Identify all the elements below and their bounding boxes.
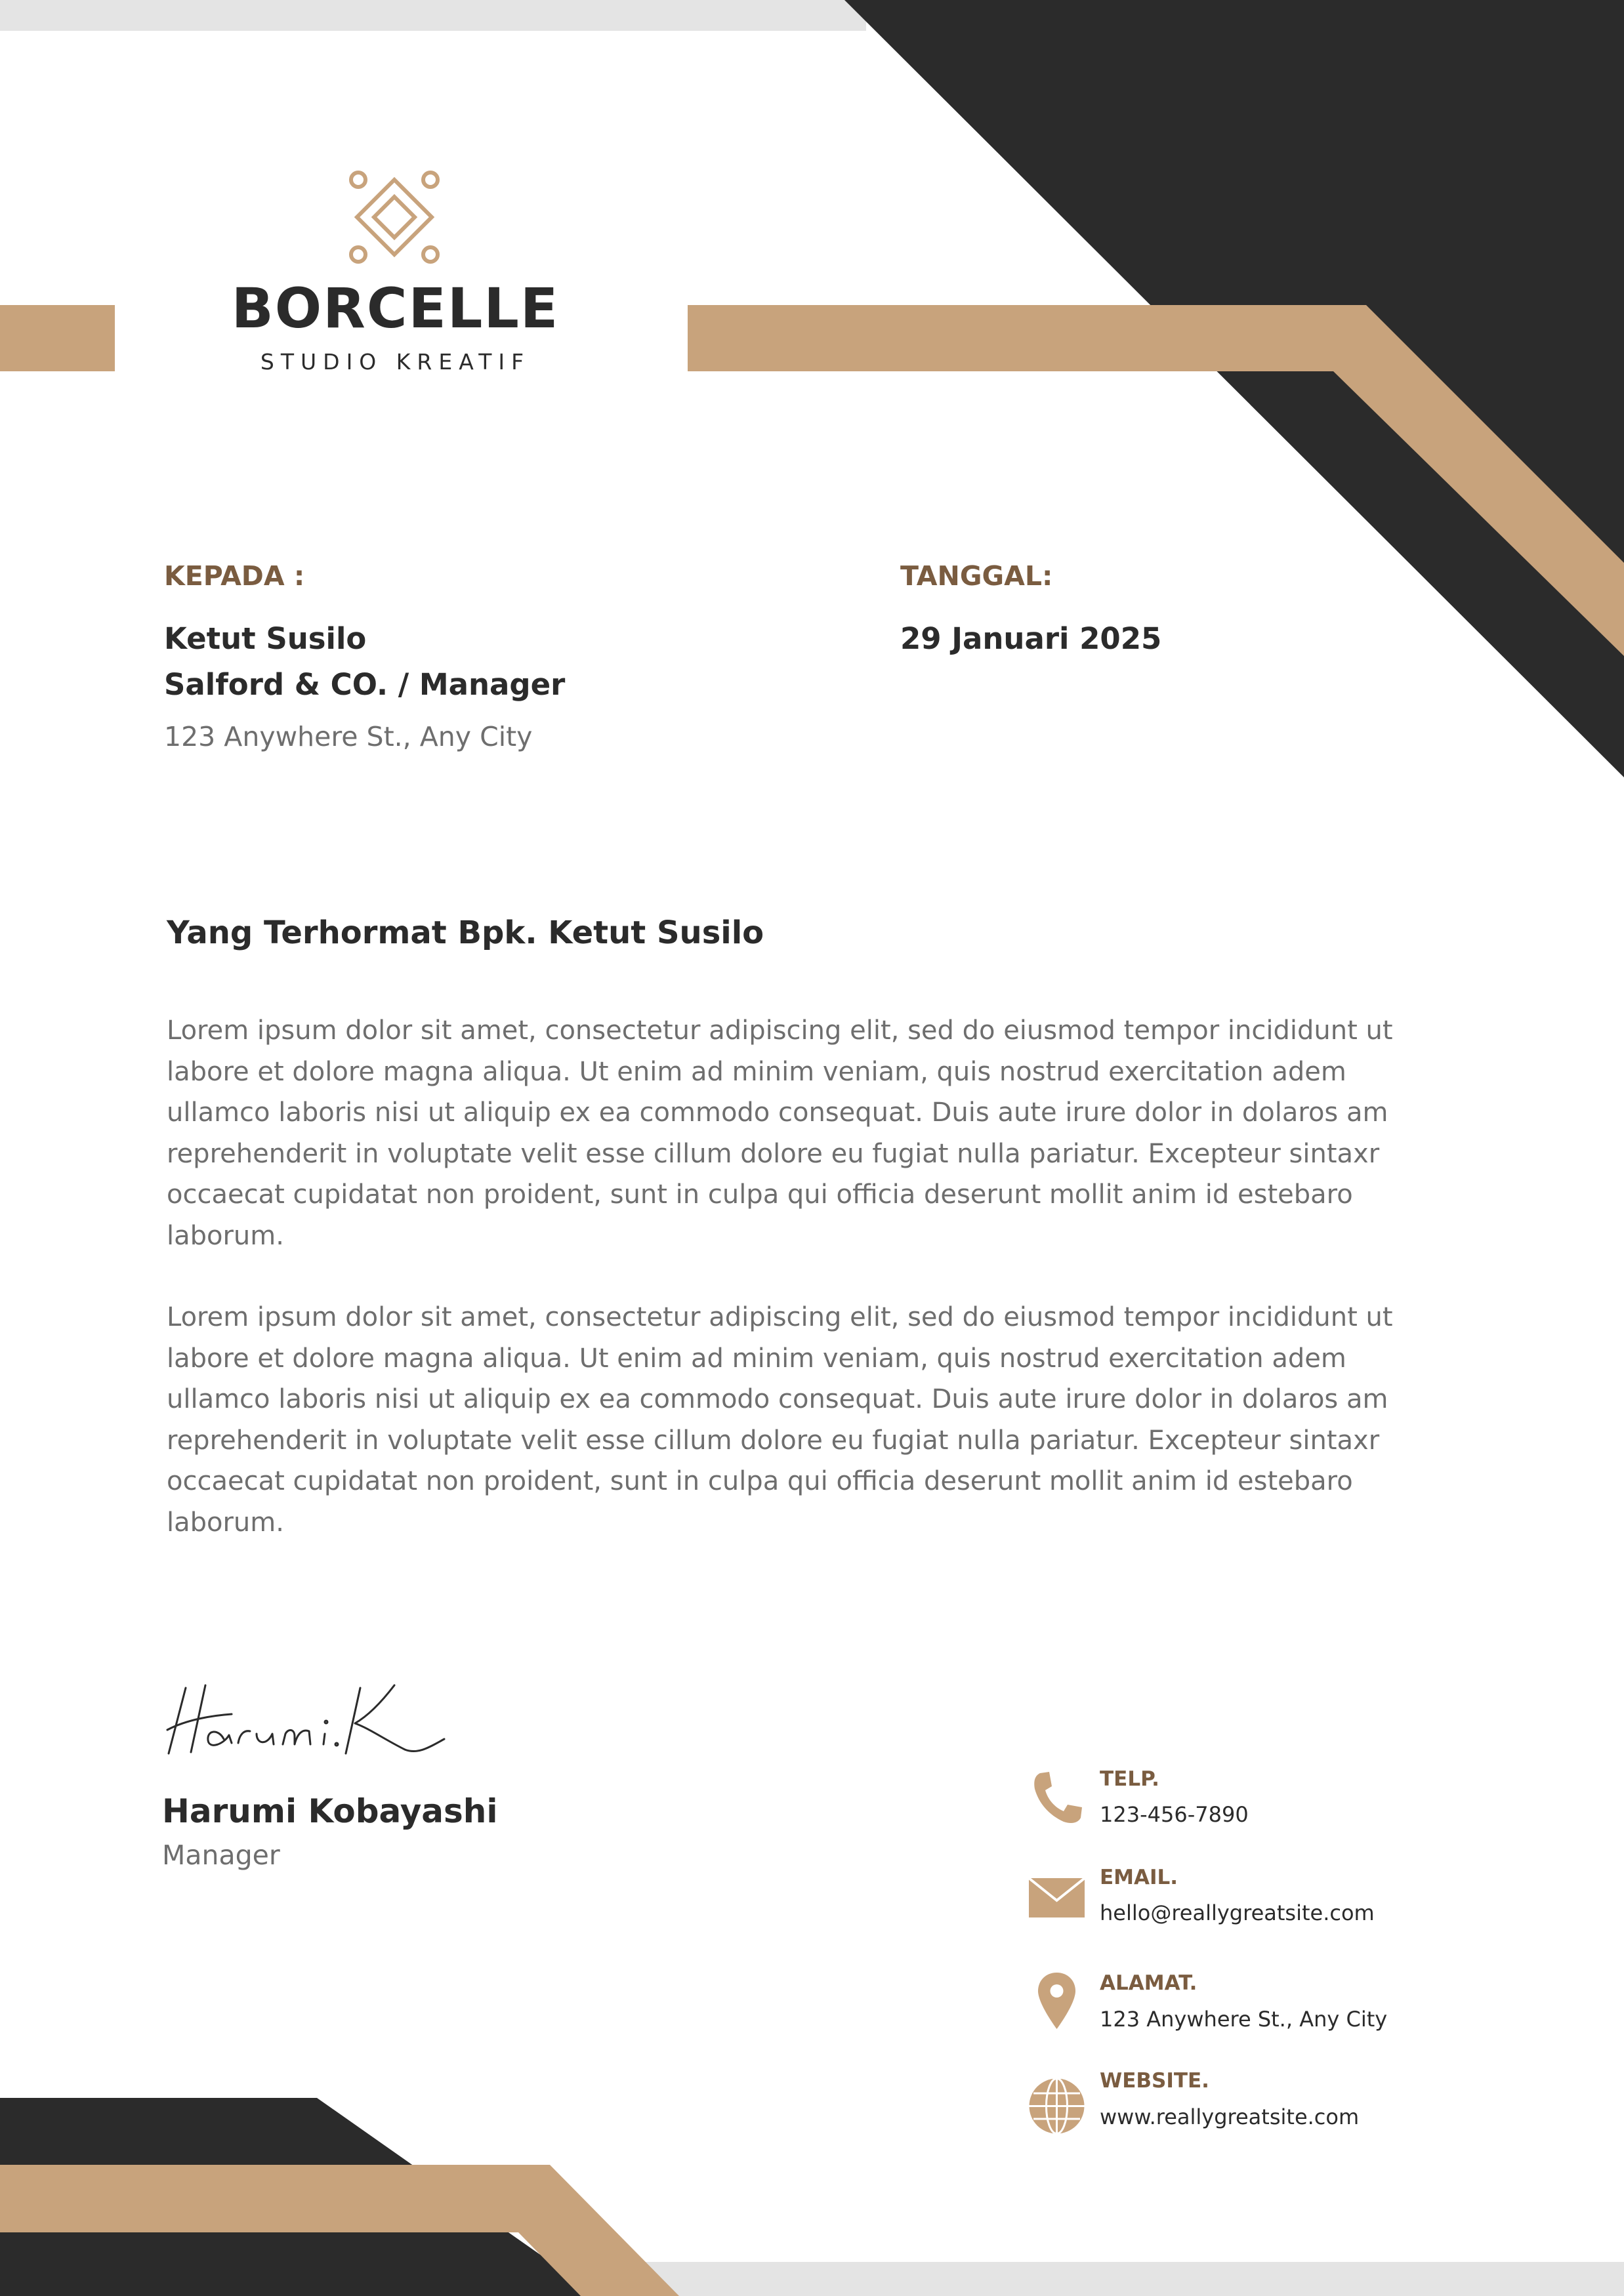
recipient-name: Ketut Susilo xyxy=(164,621,367,656)
envelope-icon xyxy=(1026,1865,1088,1927)
brand-tagline: STUDIO KREATIF xyxy=(260,349,531,375)
left-accent-bar xyxy=(0,305,115,371)
email-value: hello@reallygreatsite.com xyxy=(1100,1900,1375,1925)
handwritten-signature xyxy=(161,1676,509,1761)
top-gray-strip xyxy=(0,0,866,31)
website-label: WEBSITE. xyxy=(1100,2069,1209,2093)
signer-name: Harumi Kobayashi xyxy=(162,1792,498,1830)
address-value: 123 Anywhere St., Any City xyxy=(1100,2007,1388,2032)
recipient-address: 123 Anywhere St., Any City xyxy=(164,721,533,752)
paragraph-2: Lorem ipsum dolor sit amet, consectetur adipiscing elit, sed do eiusmod tempor incididunt ut labore et dolore magna aliqua. Ut enim ad minim veniam, quis nostrud exercitation adem ullamco laboris nisi ut aliquip ex ea commodo consequat. Duis aute irure dolor in dolaros am reprehenderit in voluptate velit esse cillum dolore eu fugiat nulla pariatur. Excepteur sintaxr occaecat cupidatat non proident, sunt in culpa qui officia deserunt mollit anim id estebaro laborum. xyxy=(167,1302,1393,1538)
date-value: 29 Januari 2025 xyxy=(900,621,1162,656)
phone-value: 123-456-7890 xyxy=(1100,1802,1249,1827)
top-right-dark-triangle xyxy=(844,0,1624,777)
date-label: TANGGAL: xyxy=(900,560,1053,592)
website-value: www.reallygreatsite.com xyxy=(1100,2104,1360,2129)
recipient-label: KEPADA : xyxy=(164,560,305,592)
phone-label: TELP. xyxy=(1100,1767,1159,1791)
signer-title: Manager xyxy=(162,1839,280,1871)
borcelle-logo-icon xyxy=(345,168,444,266)
phone-icon xyxy=(1026,1767,1088,1829)
recipient-company: Salford & CO. / Manager xyxy=(164,667,566,702)
brand-name: BORCELLE xyxy=(231,276,560,340)
globe-icon xyxy=(1026,2075,1088,2137)
location-pin-icon xyxy=(1026,1970,1088,2032)
paragraph-1: Lorem ipsum dolor sit amet, consectetur adipiscing elit, sed do eiusmod tempor incididunt ut labore et dolore magna aliqua. Ut enim ad minim veniam, quis nostrud exercitation adem ullamco laboris nisi ut aliquip ex ea commodo consequat. Duis aute irure dolor in dolaros am reprehenderit in voluptate velit esse cillum dolore eu fugiat nulla pariatur. Excepteur sintaxr occaecat cupidatat non proident, sunt in culpa qui officia deserunt mollit anim id estebaro laborum. xyxy=(167,1015,1393,1251)
email-label: EMAIL. xyxy=(1100,1866,1178,1889)
address-label: ALAMAT. xyxy=(1100,1971,1197,1995)
salutation: Yang Terhormat Bpk. Ketut Susilo xyxy=(167,914,764,951)
